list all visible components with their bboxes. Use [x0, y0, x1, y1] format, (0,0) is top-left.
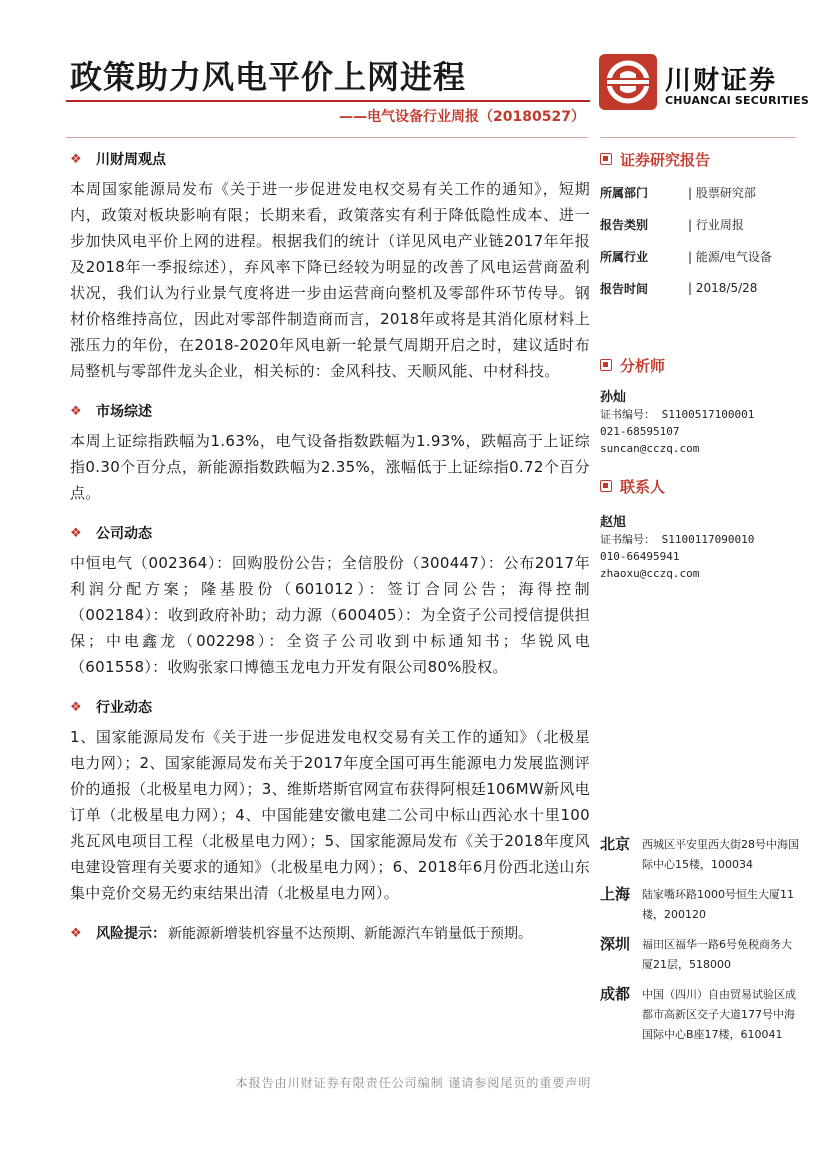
contact-email[interactable]: zhaoxu@cczq.com: [600, 567, 700, 580]
info-row-department: [600, 176, 800, 208]
contact-phone: 010-66495941: [600, 550, 680, 563]
section-heading-industry: [70, 694, 590, 720]
title-rule: [66, 100, 590, 102]
info-value: | 股票研究部: [688, 185, 756, 200]
risk-label: 风险提示：: [96, 926, 166, 942]
sidebar-heading-text: 联系人: [620, 477, 666, 496]
sidebar-heading-contact: [600, 475, 800, 497]
office-city: 深圳: [600, 935, 631, 953]
risk-text: 新能源新增装机容量不达预期、新能源汽车销量低于预期。: [168, 926, 532, 942]
logo-cn-text: 川财证券: [665, 66, 778, 96]
report-subtitle: ——电气设备行业周报（20180527）: [339, 109, 585, 125]
office-address: 陆家嘴环路1000号恒生大厦11楼，200120: [642, 888, 794, 921]
diamond-bullet-icon: ❖: [70, 699, 82, 715]
analyst-email[interactable]: suncan@cczq.com: [600, 442, 700, 455]
info-value: | 2018/5/28: [688, 281, 758, 295]
section-heading-text: 市场综述: [96, 404, 152, 420]
section-heading-viewpoint: [70, 146, 590, 172]
analyst-phone: 021-68595107: [600, 425, 680, 438]
company-logo: [599, 54, 809, 114]
contact-name: 赵旭: [600, 515, 627, 530]
risk-note: [70, 920, 590, 946]
sidebar-heading-report: [600, 148, 800, 170]
info-key: 报告类别: [600, 217, 649, 232]
info-value: | 能源/电气设备: [688, 249, 772, 264]
industry-paragraph: 1、国家能源局发布《关于进一步促进发电权交易有关工作的通知》（北极星电力网）；2、国家能源局发布关于2017年度全国可再生能源电力发展监测评价的通报（北极星电力网）；3、维斯塔斯官网宣布获得阿根廷106MW新风电订单（北极星电力网）；4、中国能建安徽电建二公司中标山西沁水十里100兆瓦风电项目工程（北极星电力网）；5、国家能源局发布《关于2018年度风电建设管理有关要求的通知》（北极星电力网）；6、2018年6月份西北送山东集中竞价交易无约束结果出清（北极星电力网）。: [70, 728, 591, 902]
analyst-cert: 证书编号： S1100517100001: [600, 408, 755, 421]
diamond-bullet-icon: ❖: [70, 525, 82, 541]
report-icon: [600, 153, 612, 165]
chuancai-logo-icon: [599, 54, 657, 110]
analyst-name: 孙灿: [600, 390, 627, 405]
diamond-bullet-icon: ❖: [70, 151, 82, 167]
office-address: 中国（四川）自由贸易试验区成都市高新区交子大道177号中海国际中心B座17楼，610041: [642, 988, 796, 1041]
diamond-bullet-icon: ❖: [70, 403, 82, 419]
info-key: 报告时间: [600, 281, 649, 296]
company-paragraph: 中恒电气（002364）：回购股份公告；全信股份（300447）：公布2017年利润分配方案；隆基股份（601012）：签订合同公告；海得控制（002184）：收到政府补助；动力源（600405）：为全资子公司授信提供担保；中电鑫龙（002298）：全资子公司收到中标通知书；华锐风电（601558）：收购张家口博德玉龙电力开发有限公司80%股权。: [70, 554, 590, 676]
left-divider: [66, 137, 588, 138]
sidebar: [600, 148, 800, 582]
contact-icon: [600, 480, 612, 492]
section-heading-market: [70, 398, 590, 424]
info-row-category: [600, 208, 800, 240]
info-key: 所属行业: [600, 249, 649, 264]
diamond-bullet-icon: ❖: [70, 925, 82, 941]
market-paragraph: 本周上证综指跌幅为1.63%，电气设备指数跌幅为1.93%，跌幅高于上证综指0.30个百分点，新能源指数跌幅为2.35%，涨幅低于上证综指0.72个百分点。: [70, 432, 590, 502]
right-divider: [600, 137, 796, 138]
sidebar-heading-analyst: [600, 354, 800, 376]
office-address: 福田区福华一路6号免税商务大厦21层，518000: [642, 938, 792, 971]
section-heading-text: 行业动态: [96, 700, 152, 716]
office-address: 西城区平安里西大街28号中海国际中心15楼，100034: [642, 838, 799, 871]
info-value: | 行业周报: [688, 217, 744, 232]
office-city: 成都: [600, 985, 631, 1003]
info-row-date: [600, 272, 800, 304]
sidebar-heading-text: 分析师: [620, 356, 666, 375]
logo-en-text: CHUANCAI SECURITIES: [665, 94, 809, 107]
viewpoint-paragraph: 本周国家能源局发布《关于进一步促进发电权交易有关工作的通知》，短期内，政策对板块影响有限；长期来看，政策落实有利于降低隐性成本、进一步加快风电平价上网的进程。根据我们的统计（详见风电产业链2017年年报及2018年一季报综述），弃风率下降已经较为明显的改善了风电运营商盈利状况，我们认为行业景气度将进一步由运营商向整机及零部件环节传导。钢材价格维持高位，因此对零部件制造商而言，2018年或将是其消化原材料上涨压力的年份，在2018-2020年风电新一轮景气周期开启之时，建议适时布局整机与零部件龙头企业，相关标的：金风科技、天顺风能、中材科技。: [70, 180, 590, 380]
section-heading-company: [70, 520, 590, 546]
contact-cert: 证书编号： S1100117090010: [600, 533, 755, 546]
sidebar-heading-text: 证券研究报告: [620, 150, 711, 169]
office-city: 北京: [600, 835, 631, 853]
office-city: 上海: [600, 885, 631, 903]
main-content: [70, 146, 590, 946]
report-title: 政策助力风电平价上网进程: [70, 58, 467, 96]
section-heading-text: 川财周观点: [96, 152, 166, 168]
info-key: 所属部门: [600, 185, 649, 200]
info-row-industry: [600, 240, 800, 272]
section-heading-text: 公司动态: [96, 526, 152, 542]
page-footer: 本报告由川财证券有限责任公司编制 谨请参阅尾页的重要声明: [235, 1076, 592, 1090]
report-info-list: [600, 176, 800, 304]
analyst-icon: [600, 359, 612, 371]
